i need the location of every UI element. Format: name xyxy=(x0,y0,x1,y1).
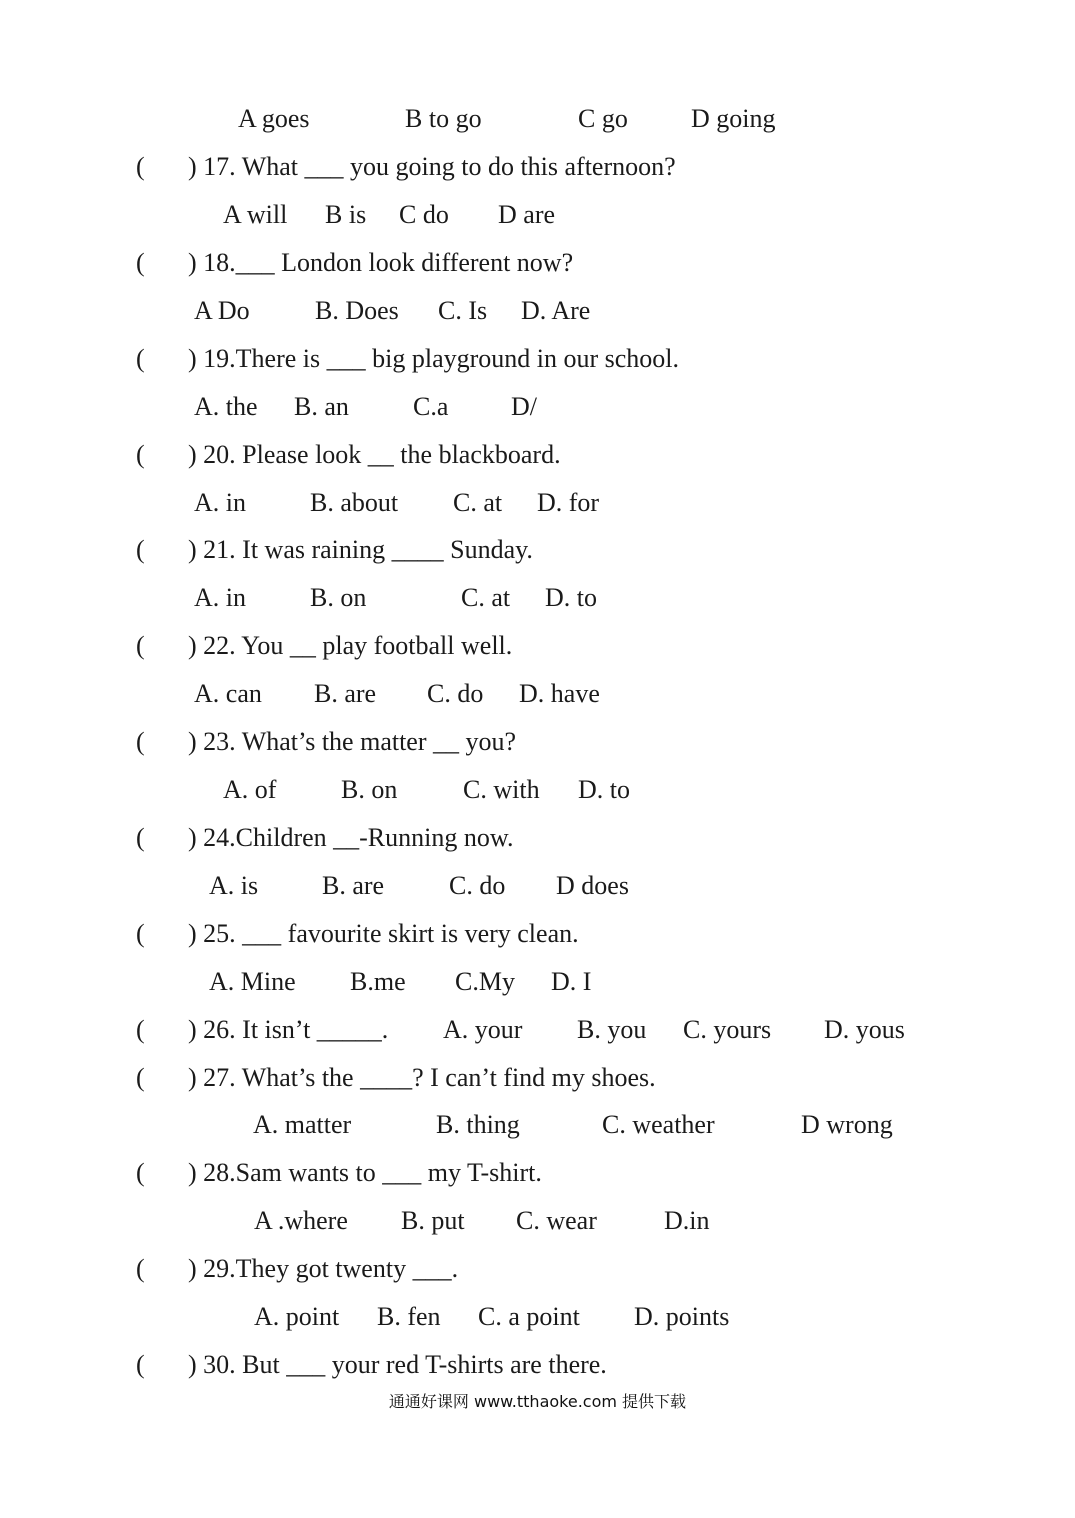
answer-bracket: ( xyxy=(136,631,145,660)
answer-option: B. thing xyxy=(436,1110,520,1139)
answer-option: C.a xyxy=(413,392,449,421)
answer-option: A. in xyxy=(194,583,246,612)
question-text: ) 29.They got twenty ___. xyxy=(188,1254,459,1283)
answer-option: D are xyxy=(498,200,556,229)
question-text: ) 22. You __ play football well. xyxy=(188,631,513,660)
answer-option: A. the xyxy=(194,392,258,421)
answer-option: B. put xyxy=(401,1206,465,1235)
answer-bracket: ( xyxy=(136,823,145,852)
answer-bracket: ( xyxy=(136,344,145,373)
question-text: ) 20. Please look __ the blackboard. xyxy=(188,440,561,469)
answer-option: C. with xyxy=(463,775,540,804)
answer-bracket: ( xyxy=(136,1254,145,1283)
answer-option: C. wear xyxy=(516,1206,597,1235)
answer-bracket: ( xyxy=(136,727,145,756)
answer-option: D. yous xyxy=(824,1015,905,1044)
answer-option: D going xyxy=(691,104,776,133)
question-text: ) 30. But ___ your red T-shirts are there. xyxy=(188,1350,607,1379)
answer-option: A .where xyxy=(254,1206,348,1235)
answer-option: D. have xyxy=(519,679,600,708)
answer-option: B. you xyxy=(577,1015,647,1044)
answer-option: D does xyxy=(556,871,629,900)
question-text: ) 21. It was raining ____ Sunday. xyxy=(188,535,533,564)
question-text: ) 19.There is ___ big playground in our school. xyxy=(188,344,680,373)
answer-option: B. on xyxy=(341,775,398,804)
answer-option: B to go xyxy=(405,104,482,133)
answer-option: C.My xyxy=(455,967,515,996)
answer-option: A will xyxy=(223,200,288,229)
answer-option: C. weather xyxy=(602,1110,715,1139)
answer-option: D/ xyxy=(511,392,537,421)
page-footer: 通通好课网 www.tthaoke.com 提供下载 xyxy=(388,1392,687,1411)
answer-option: D. for xyxy=(537,488,600,517)
answer-option: D wrong xyxy=(801,1110,893,1139)
answer-bracket: ( xyxy=(136,440,145,469)
answer-option: B is xyxy=(325,200,367,229)
question-text: ) 27. What’s the ____? I can’t find my shoes. xyxy=(188,1063,656,1092)
answer-option: A Do xyxy=(194,296,250,325)
answer-option: C. do xyxy=(449,871,506,900)
answer-bracket: ( xyxy=(136,1350,145,1379)
answer-bracket: ( xyxy=(136,535,145,564)
answer-option: D. to xyxy=(545,583,597,612)
answer-option: B. about xyxy=(310,488,399,517)
answer-bracket: ( xyxy=(136,1015,145,1044)
question-text: ) 17. What ___ you going to do this afternoon? xyxy=(188,152,676,181)
answer-option: A. Mine xyxy=(209,967,296,996)
answer-option: C. at xyxy=(453,488,503,517)
answer-option: A. your xyxy=(443,1015,523,1044)
answer-option: D.in xyxy=(664,1206,710,1235)
answer-option: D. Are xyxy=(521,296,591,325)
question-text: ) 24.Children __-Running now. xyxy=(188,823,514,852)
answer-option: B. on xyxy=(310,583,367,612)
answer-option: D. I xyxy=(551,967,592,996)
answer-option: C do xyxy=(399,200,449,229)
answer-bracket: ( xyxy=(136,1158,145,1187)
answer-option: B. are xyxy=(314,679,377,708)
answer-option: A. in xyxy=(194,488,246,517)
question-text: ) 26. It isn’t _____. xyxy=(188,1015,389,1044)
question-text: ) 25. ___ favourite skirt is very clean. xyxy=(188,919,579,948)
answer-option: C. a point xyxy=(478,1302,580,1331)
answer-option: C. yours xyxy=(683,1015,772,1044)
answer-option: C. at xyxy=(461,583,511,612)
answer-option: B. Does xyxy=(315,296,399,325)
answer-option: B. fen xyxy=(377,1302,441,1331)
answer-option: A. point xyxy=(254,1302,340,1331)
answer-option: D. to xyxy=(578,775,630,804)
answer-option: A. matter xyxy=(253,1110,352,1139)
answer-bracket: ( xyxy=(136,1063,145,1092)
answer-option: C. Is xyxy=(438,296,488,325)
answer-option: B.me xyxy=(350,967,406,996)
question-text: ) 23. What’s the matter __ you? xyxy=(188,727,517,756)
question-text: ) 18.___ London look different now? xyxy=(188,248,574,277)
question-text: ) 28.Sam wants to ___ my T-shirt. xyxy=(188,1158,542,1187)
answer-bracket: ( xyxy=(136,248,145,277)
answer-option: B. an xyxy=(294,392,349,421)
answer-option: D. points xyxy=(634,1302,730,1331)
answer-bracket: ( xyxy=(136,152,145,181)
answer-option: A goes xyxy=(238,104,310,133)
answer-option: C. do xyxy=(427,679,484,708)
answer-option: A. can xyxy=(194,679,262,708)
answer-bracket: ( xyxy=(136,919,145,948)
answer-option: B. are xyxy=(322,871,385,900)
answer-option: C go xyxy=(578,104,628,133)
answer-option: A. is xyxy=(209,871,259,900)
answer-option: A. of xyxy=(223,775,277,804)
